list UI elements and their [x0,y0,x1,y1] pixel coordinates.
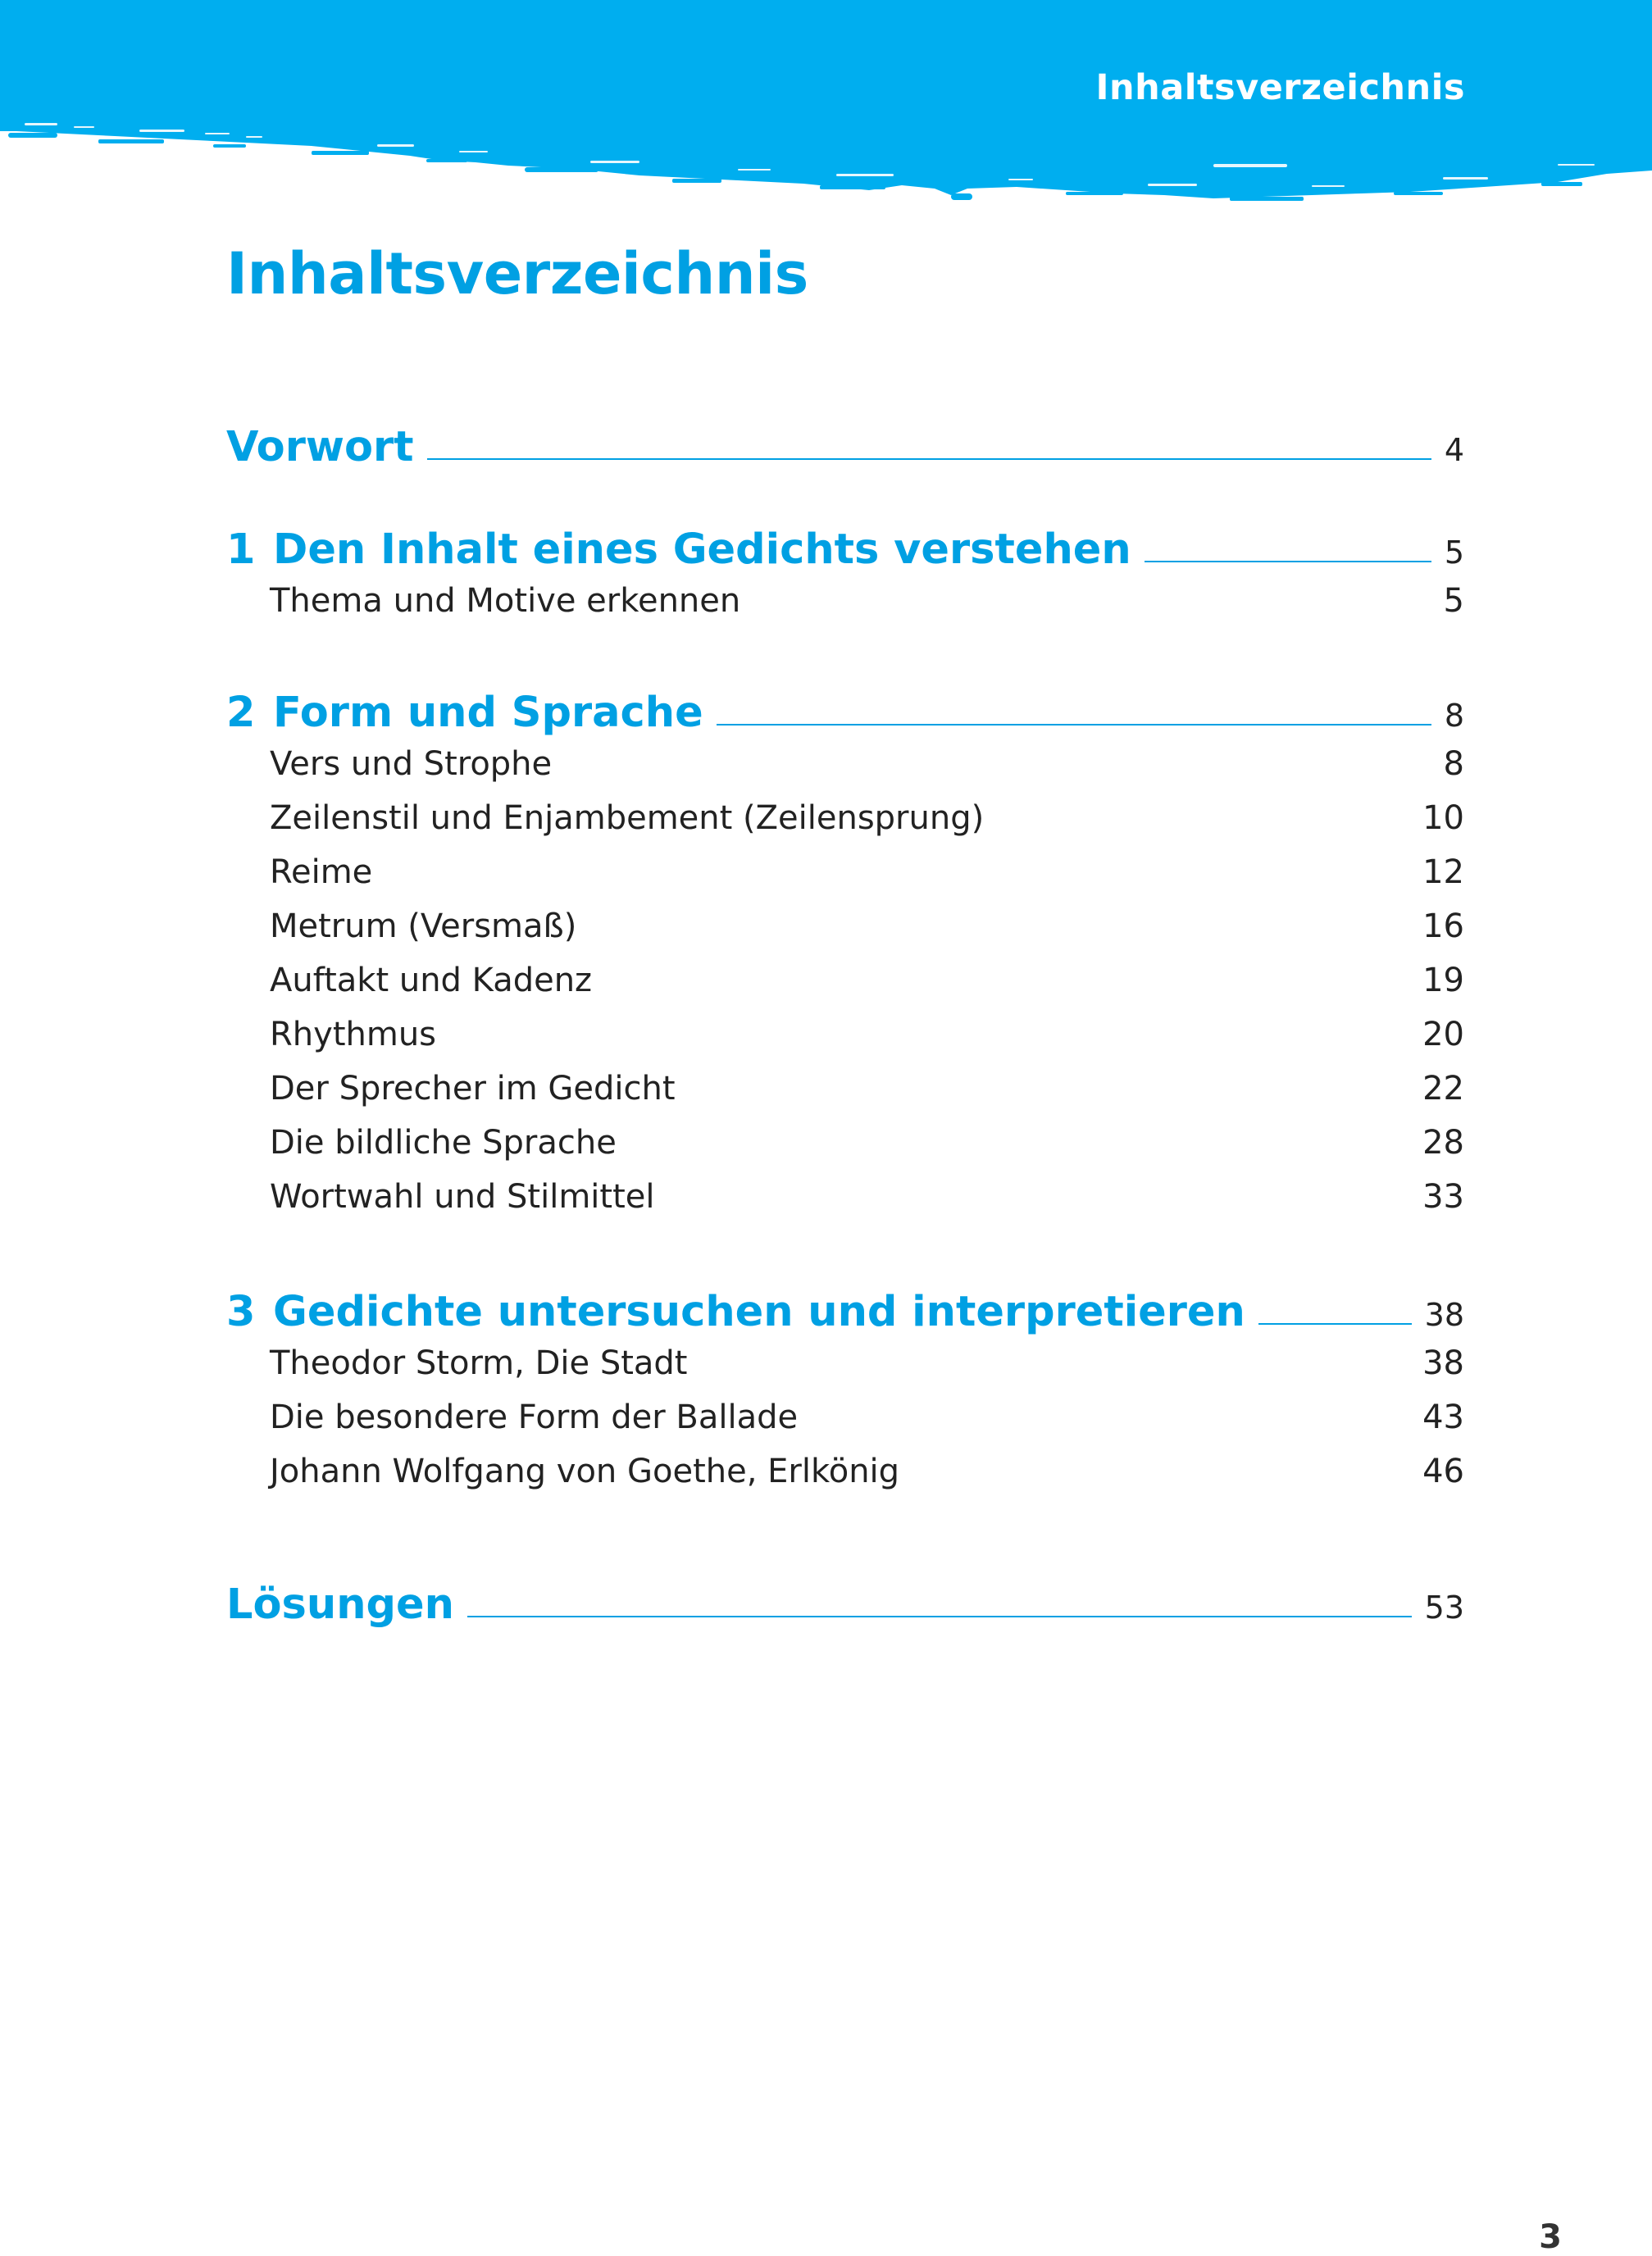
toc-entry-label: Johann Wolfgang von Goethe, Erlkönig [270,1453,900,1490]
toc-page-number: 19 [1422,962,1464,999]
toc-page-number: 46 [1422,1453,1464,1490]
toc-entry[interactable] [226,737,1464,791]
toc-entry[interactable] [226,1007,1464,1062]
toc-entry-label: Metrum (Versmaß) [270,907,577,945]
toc-page-number: 38 [1422,1344,1464,1382]
toc-page-number: 16 [1422,907,1464,945]
toc-entry[interactable] [226,791,1464,845]
leader-line [1145,561,1431,562]
toc-entry[interactable] [226,953,1464,1007]
toc-page-number: 22 [1422,1070,1464,1108]
toc-heading-title: Lösungen [226,1581,454,1629]
toc-heading-title: Vorwort [226,423,414,471]
toc-entry-label: Wortwahl und Stilmittel [270,1178,655,1216]
toc-heading-vorwort[interactable] [226,410,1464,471]
toc-entry[interactable] [226,1444,1464,1499]
toc-entry-label: Theodor Storm, Die Stadt [270,1344,688,1382]
toc-section-1-heading[interactable] [226,512,1464,574]
toc-entry-label: Auftakt und Kadenz [270,962,593,999]
toc-page-number: 8 [1443,745,1464,783]
toc-page-number: 10 [1422,799,1464,837]
section-number: 2 [226,689,256,737]
toc-page-number: 28 [1422,1124,1464,1162]
toc-entry-label: Die bildliche Sprache [270,1124,617,1162]
page-title: Inhaltsverzeichnis [226,240,808,307]
toc-page-number: 5 [1444,534,1464,571]
toc-entry-label: Der Sprecher im Gedicht [270,1070,676,1108]
toc-entry[interactable] [226,845,1464,899]
toc-page-number: 4 [1444,432,1464,468]
toc-entry-label: Reime [270,853,373,891]
toc-heading-loesungen[interactable] [226,1567,1464,1629]
toc-page-number: 20 [1422,1016,1464,1053]
toc-page-number: 8 [1444,698,1464,734]
toc-heading-title: Gedichte untersuchen und interpretieren [273,1288,1245,1336]
toc-page-number: 5 [1443,582,1464,620]
toc-entry[interactable] [226,1116,1464,1170]
leader-line [467,1616,1412,1617]
toc-page-number: 38 [1424,1297,1464,1333]
leader-line [717,724,1431,725]
toc-entry[interactable] [226,1170,1464,1224]
toc-section-3-heading[interactable] [226,1275,1464,1336]
toc-heading-title: Den Inhalt eines Gedichts verstehen [273,525,1131,574]
toc-entry[interactable] [226,574,1464,628]
table-of-contents [226,410,1464,1629]
page-number: 3 [1539,2218,1562,2256]
toc-entry-label: Zeilenstil und Enjambement (Zeilensprung) [270,799,985,837]
toc-page-number: 43 [1422,1399,1464,1436]
header-title: Inhaltsverzeichnis [1095,67,1465,108]
toc-entry[interactable] [226,1062,1464,1116]
toc-entry-label: Vers und Strophe [270,745,553,783]
toc-page-number: 12 [1422,853,1464,891]
toc-entry-label: Rhythmus [270,1016,437,1053]
section-number: 3 [226,1288,256,1336]
leader-line [427,458,1431,460]
toc-section-2-heading[interactable] [226,675,1464,737]
toc-entry[interactable] [226,1336,1464,1390]
toc-entry[interactable] [226,1390,1464,1444]
section-number: 1 [226,525,256,574]
toc-page-number: 33 [1422,1178,1464,1216]
toc-entry-label: Die besondere Form der Ballade [270,1399,799,1436]
toc-heading-title: Form und Sprache [273,689,703,737]
toc-page-number: 53 [1424,1590,1464,1626]
leader-line [1258,1323,1412,1325]
toc-entry-label: Thema und Motive erkennen [270,582,741,620]
toc-entry[interactable] [226,899,1464,953]
